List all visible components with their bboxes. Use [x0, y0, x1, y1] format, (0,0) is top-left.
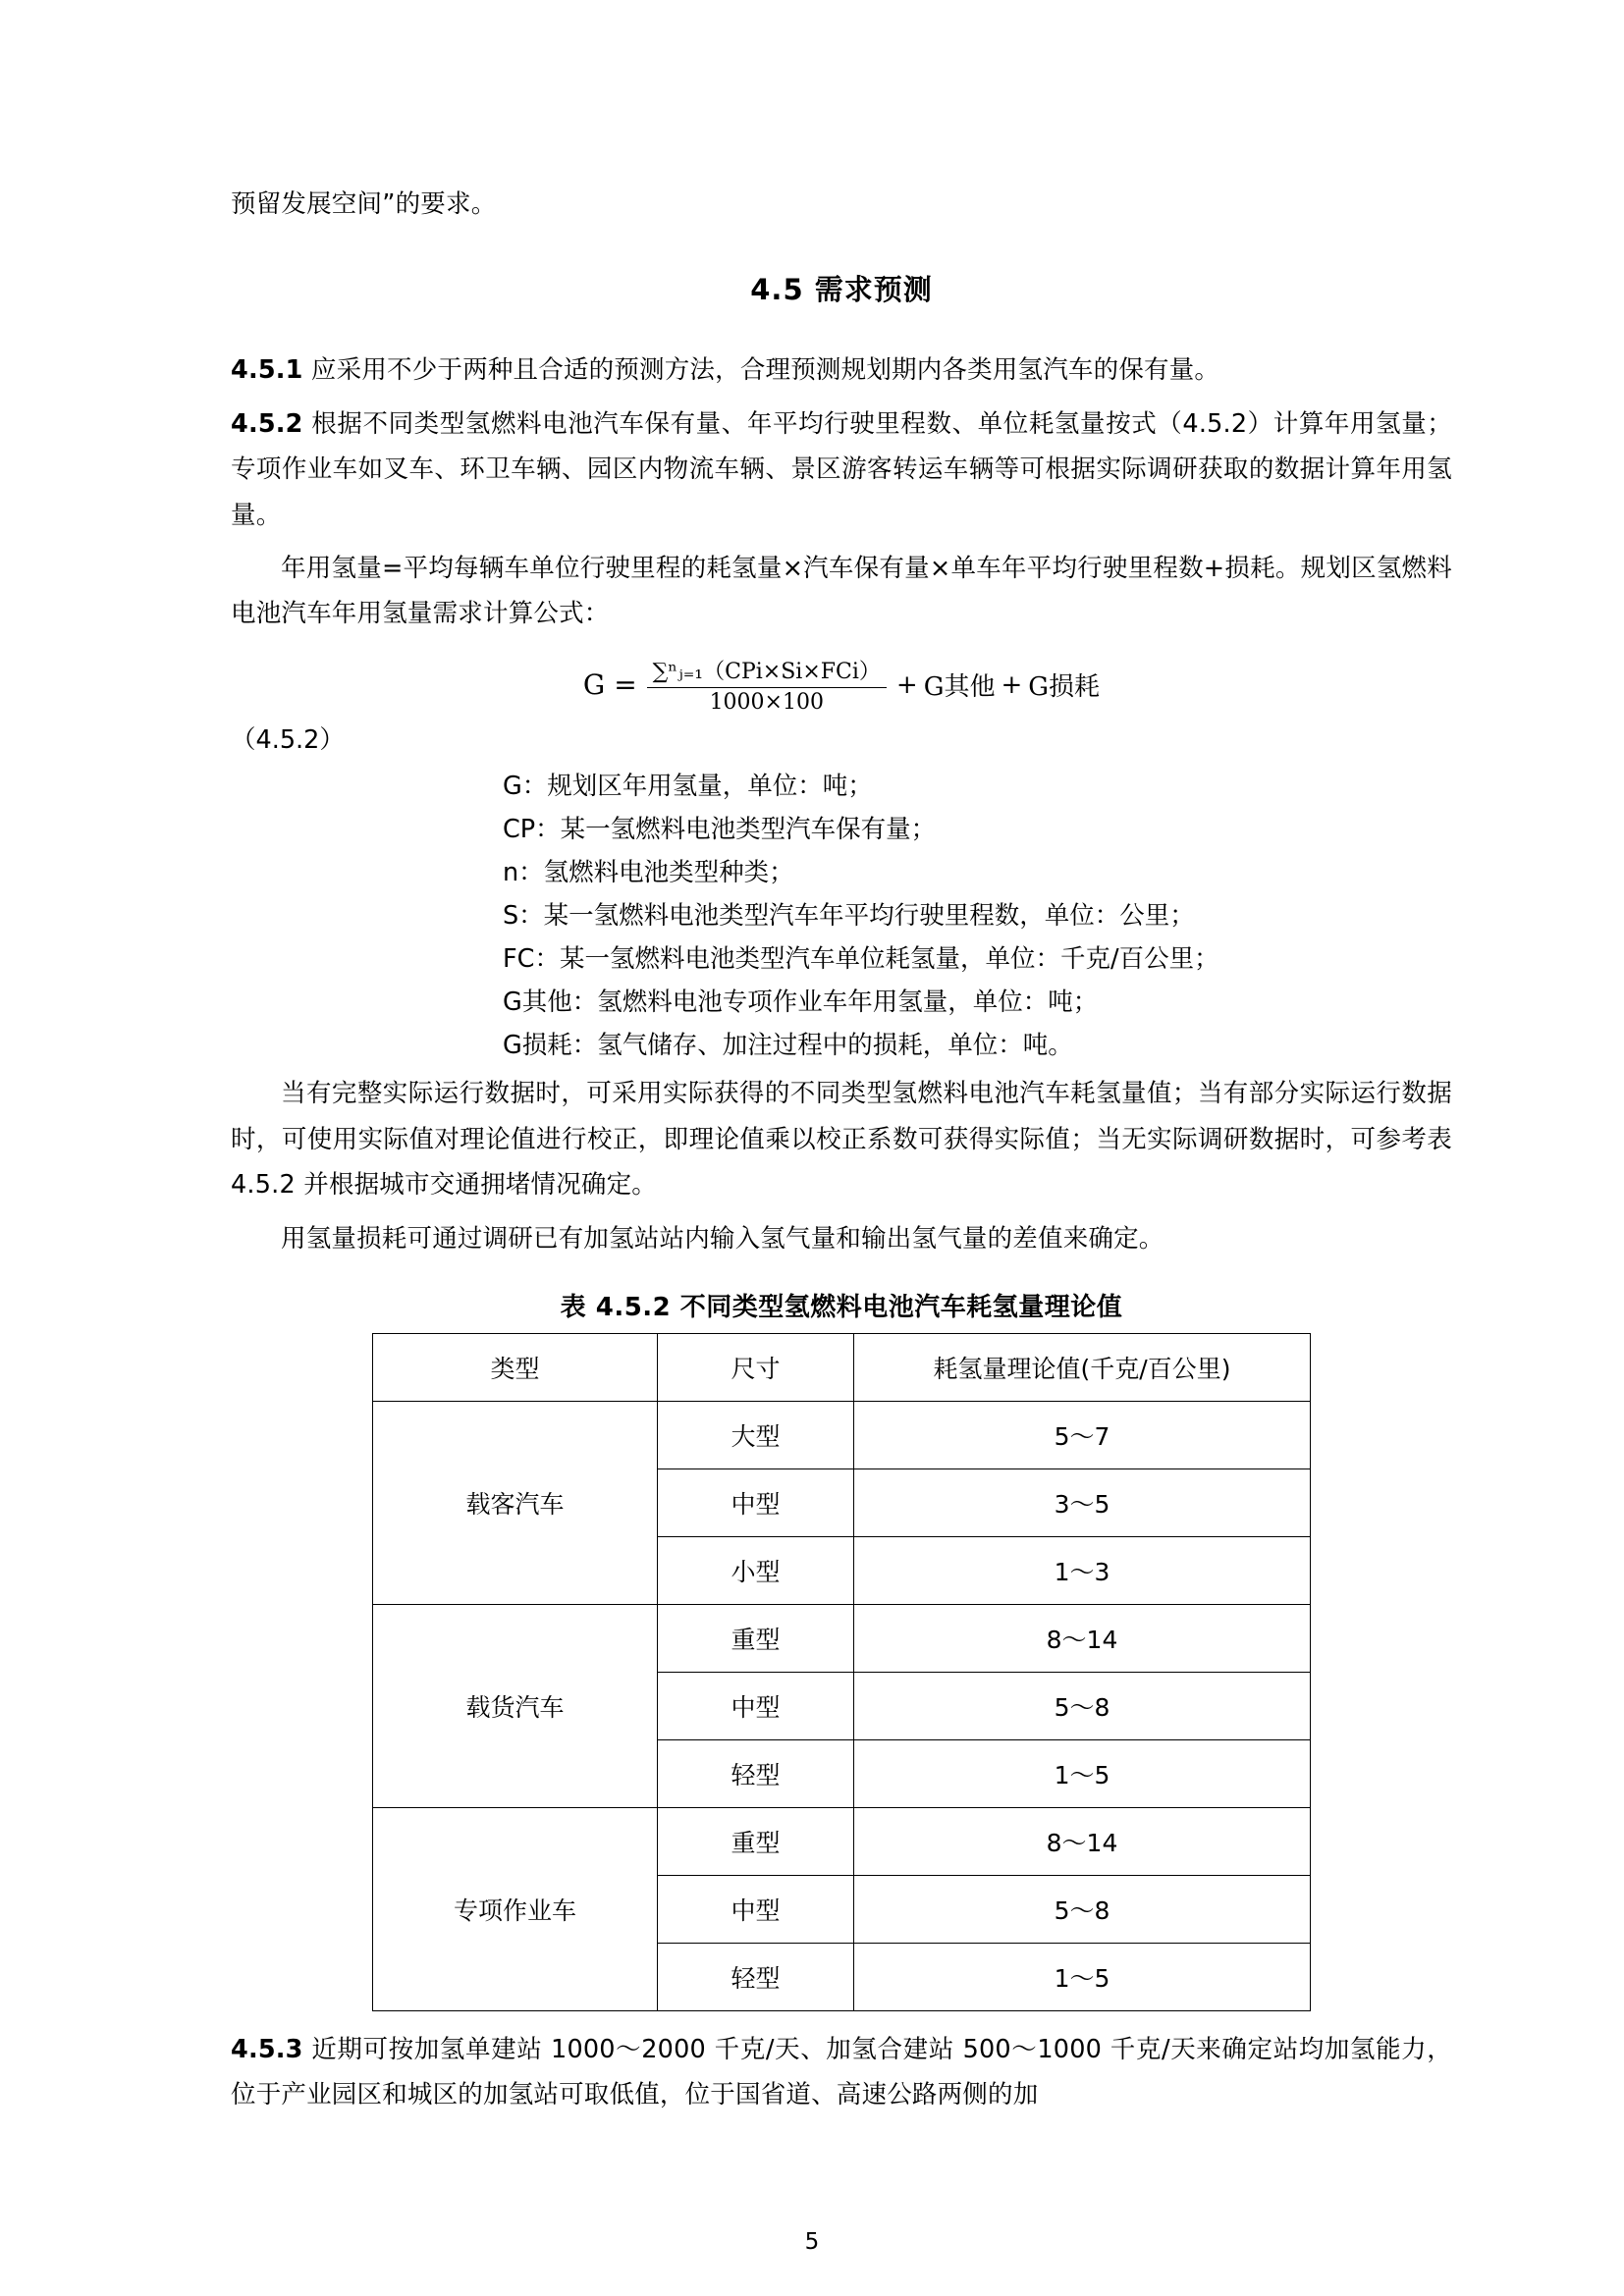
paragraph-calibration: 当有完整实际运行数据时，可采用实际获得的不同类型氢燃料电池汽车耗氢量值；当有部分实际运行数据时，可使用实际值对理论值进行校正，即理论值乘以校正系数可获得实际值；当无实际调研数据时，可参考表 4.5.2 并根据城市交通拥堵情况确定。	[231, 1079, 1452, 1201]
page-number: 5	[804, 2229, 820, 2255]
formula-fraction	[647, 655, 887, 716]
formula-expression	[583, 655, 1100, 716]
clause-4-5-2	[231, 401, 1452, 538]
paragraph-annual-hydrogen: 年用氢量=平均每辆车单位行驶里程的耗氢量×汽车保有量×单车年平均行驶里程数+损耗。规划区氢燃料电池汽车年用氢量需求计算公式：	[231, 554, 1452, 629]
clause-text: 根据不同类型氢燃料电池汽车保有量、年平均行驶里程数、单位耗氢量按式（4.5.2）计算年用氢量；专项作业车如叉车、环卫车辆、园区内物流车辆、景区游客转运车辆等可根据实际调研获取的数据计算年用氢量。	[231, 408, 1452, 530]
definition-n: n：氢燃料电池类型种类；	[503, 858, 794, 888]
definition-CP: CP：某一氢燃料电池类型汽车保有量；	[503, 815, 937, 845]
definition-S: S：某一氢燃料电池类型汽车年平均行驶里程数，单位：公里；	[503, 900, 1195, 931]
cell-value: 8～14	[854, 1807, 1311, 1875]
formula-plus-1: +	[895, 669, 918, 700]
group-label-special: 专项作业车	[373, 1807, 658, 2010]
section-title: 4.5 需求预测	[750, 273, 933, 307]
table-header-value: 耗氢量理论值(千克/百公里)	[854, 1333, 1311, 1401]
cell-value: 1～5	[854, 1739, 1311, 1807]
cell-size: 轻型	[658, 1943, 854, 2010]
hydrogen-consumption-table	[372, 1333, 1311, 2011]
cell-value: 1～3	[854, 1536, 1311, 1604]
table-caption: 表 4.5.2 不同类型氢燃料电池汽车耗氢量理论值	[560, 1292, 1123, 1322]
cell-value: 5～8	[854, 1672, 1311, 1739]
definition-FC: FC：某一氢燃料电池类型汽车单位耗氢量，单位：千克/百公里；	[503, 943, 1219, 974]
cell-value: 1～5	[854, 1943, 1311, 2010]
table-row	[373, 1807, 1311, 1875]
paragraph-loss-determination: 用氢量损耗可通过调研已有加氢站站内输入氢气量和输出氢气量的差值来确定。	[281, 1223, 1164, 1254]
definition-G-other: G其他：氢燃料电池专项作业车年用氢量，单位：吨；	[503, 987, 1099, 1017]
equation-number: （4.5.2）	[231, 725, 345, 756]
cell-size: 重型	[658, 1807, 854, 1875]
clause-number: 4.5.2	[231, 408, 303, 439]
definition-G: G：规划区年用氢量，单位：吨；	[503, 772, 873, 802]
clause-number: 4.5.1	[231, 355, 303, 386]
table-header-size: 尺寸	[658, 1333, 854, 1401]
cell-size: 中型	[658, 1875, 854, 1943]
formula-term-other: G其他	[923, 672, 996, 703]
definition-G-loss: G损耗：氢气储存、加注过程中的损耗，单位：吨。	[503, 1030, 1073, 1060]
formula-plus-2: +	[1001, 669, 1023, 700]
cell-size: 大型	[658, 1401, 854, 1468]
table-row	[373, 1401, 1311, 1468]
group-label-freight: 载货汽车	[373, 1604, 658, 1807]
formula-denominator: 1000×100	[709, 690, 824, 716]
clause-4-5-3	[231, 2027, 1452, 2118]
symbol-definitions	[231, 766, 1452, 1067]
clause-text: 近期可按加氢单建站 1000～2000 千克/天、加氢合建站 500～1000 千克/天来确定站均加氢能力，位于产业园区和城区的加氢站可取低值，位于国省道、高速公路两侧的加	[231, 2034, 1452, 2110]
formula-4-5-2	[231, 655, 1452, 716]
formula-numerator: ∑ⁿⱼ₌₁（CPi×Si×FCi）	[652, 659, 881, 684]
formula-lhs: G =	[582, 668, 637, 702]
cell-size: 重型	[658, 1604, 854, 1672]
cell-size: 小型	[658, 1536, 854, 1604]
cell-value: 5～8	[854, 1875, 1311, 1943]
table-header-type: 类型	[373, 1333, 658, 1401]
cell-value: 3～5	[854, 1468, 1311, 1536]
cell-value: 5～7	[854, 1401, 1311, 1468]
cell-size: 中型	[658, 1672, 854, 1739]
cell-value: 8～14	[854, 1604, 1311, 1672]
cell-size: 中型	[658, 1468, 854, 1536]
group-label-passenger: 载客汽车	[373, 1401, 658, 1604]
table-row	[373, 1604, 1311, 1672]
formula-term-loss: G损耗	[1028, 672, 1101, 703]
continuation-line: 预留发展空间”的要求。	[231, 189, 497, 219]
clause-4-5-1	[231, 347, 1452, 393]
table-header-row	[373, 1333, 1311, 1401]
cell-size: 轻型	[658, 1739, 854, 1807]
clause-text: 应采用不少于两种且合适的预测方法，合理预测规划期内各类用氢汽车的保有量。	[302, 355, 1220, 386]
clause-number: 4.5.3	[231, 2034, 303, 2064]
